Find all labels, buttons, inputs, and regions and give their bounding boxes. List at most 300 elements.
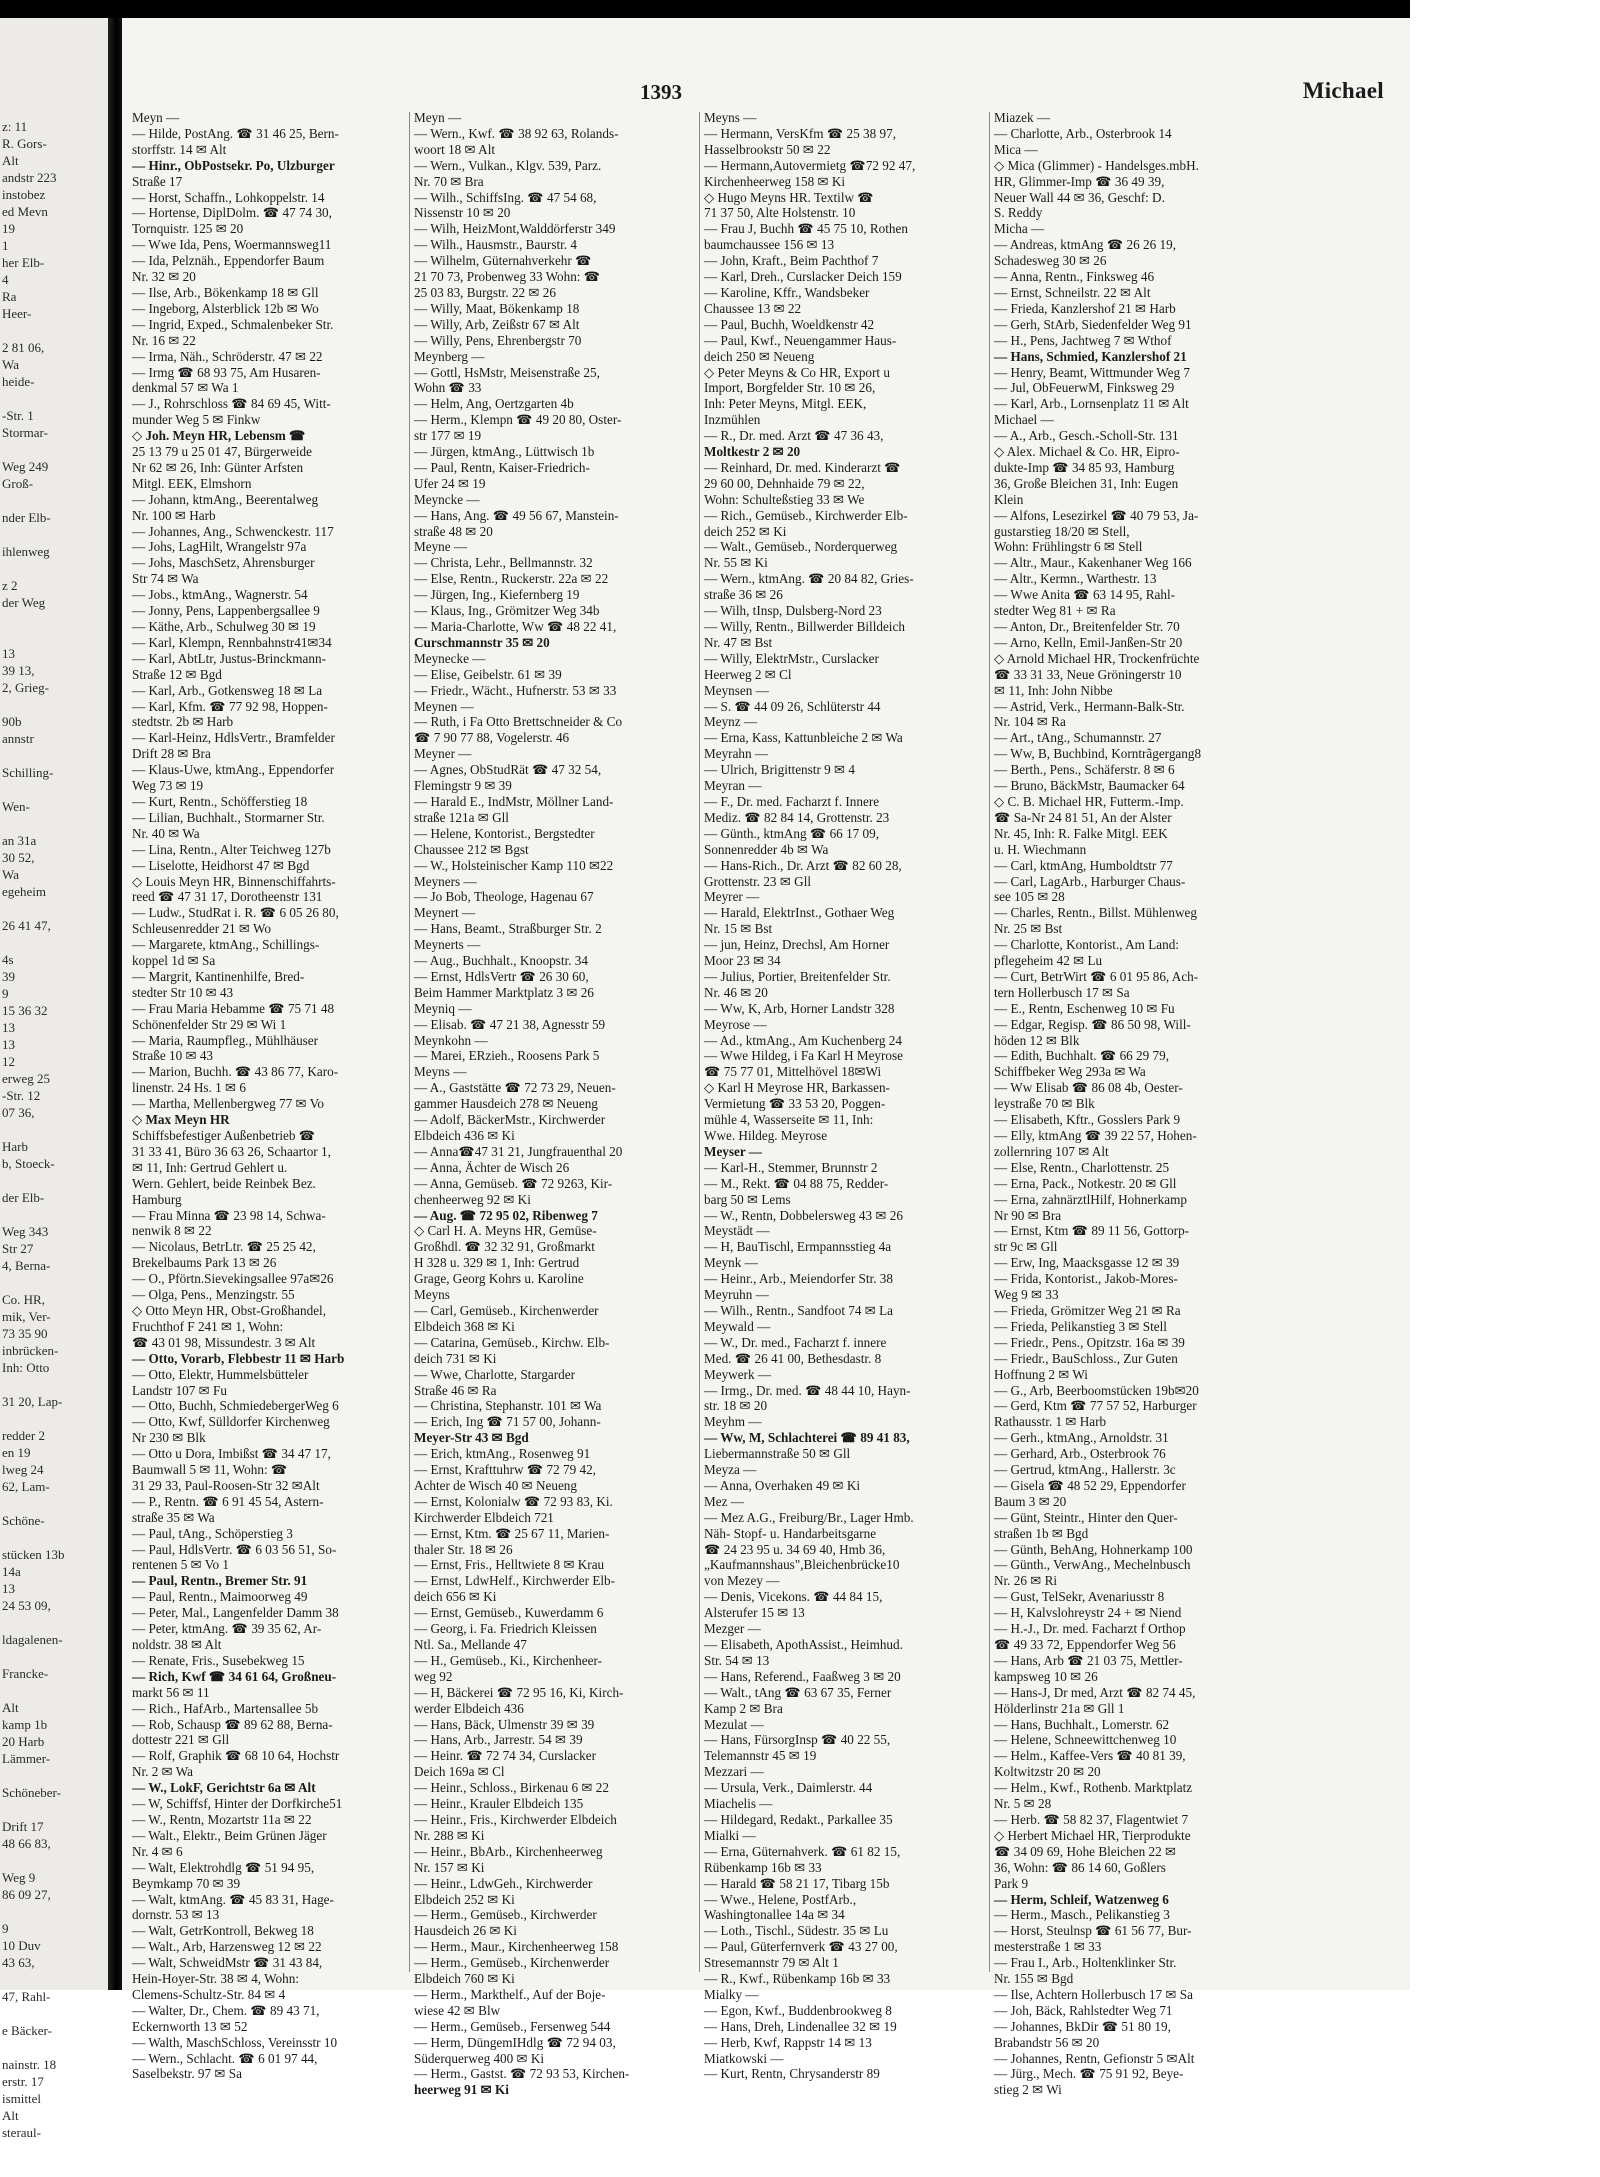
directory-entry: — Elisabeth, Kftr., Gosslers Park 9 bbox=[994, 1112, 1181, 1128]
left-fragment-line: ldagalenen- bbox=[2, 1632, 63, 1647]
directory-entry: — Aug. ☎ 72 95 02, Ribenweg 7 bbox=[414, 1207, 598, 1223]
directory-entry: — Ww, K, Arb, Horner Landstr 328 bbox=[704, 1000, 895, 1016]
directory-entry: — W., Rentn, Mozartstr 11a ✉ 22 bbox=[132, 1811, 312, 1827]
directory-entry: — W., Holsteinischer Kamp 110 ✉22 bbox=[414, 857, 614, 873]
directory-entry: — Erna, Kass, Kattunbleiche 2 ✉ Wa bbox=[704, 730, 903, 746]
directory-entry: — Loth., Tischl., Südestr. 35 ✉ Lu bbox=[704, 1923, 889, 1939]
left-fragment-line: 10 Duv bbox=[2, 1938, 41, 1953]
directory-entry: Sonnenredder 4b ✉ Wa bbox=[704, 841, 829, 857]
directory-entry: — Arno, Kelln, Emil-Janßen-Str 20 bbox=[994, 634, 1183, 650]
directory-entry: — Helm., Kaffee-Vers ☎ 40 81 39, bbox=[994, 1748, 1186, 1764]
directory-entry: Wohn: Frühlingstr 6 ✉ Stell bbox=[994, 539, 1143, 555]
left-fragment-line: 26 41 47, bbox=[2, 918, 51, 933]
directory-entry: — Lina, Rentn., Alter Teichweg 127b bbox=[132, 841, 331, 857]
left-fragment-line: b, Stoeck- bbox=[2, 1156, 55, 1171]
directory-entry: — Ida, Pelznäh., Eppendorfer Baum bbox=[132, 253, 325, 269]
directory-entry: munder Weg 5 ✉ Finkw bbox=[132, 412, 261, 428]
directory-entry: — Karl, Arb., Gotkensweg 18 ✉ La bbox=[132, 682, 323, 698]
directory-entry: — Herm., Gastst. ☎ 72 93 53, Kirchen- bbox=[414, 2066, 630, 2082]
directory-entry: — Herm., Gemüseb., Kirchenwerder bbox=[414, 1955, 610, 1971]
directory-entry: — H., Pens, Jachtweg 7 ✉ Wthof bbox=[994, 332, 1172, 348]
directory-entry: — Helene, Kontorist., Bergstedter bbox=[414, 825, 595, 841]
directory-entry: ☎ Sa-Nr 24 81 51, An der Alster bbox=[994, 809, 1172, 825]
directory-entry: — Rolf, Graphik ☎ 68 10 64, Hochstr bbox=[132, 1748, 340, 1764]
directory-entry: „Kaufmannshaus",Bleichenbrücke10 bbox=[704, 1557, 900, 1573]
directory-entry: — Reinhard, Dr. med. Kinderarzt ☎ bbox=[704, 459, 901, 475]
directory-entry: Washingtonallee 14a ✉ 34 bbox=[704, 1907, 845, 1923]
left-fragment-line bbox=[2, 1903, 106, 1920]
directory-entry: — Maria, Raumpfleg., Mühlhäuser bbox=[132, 1032, 319, 1048]
directory-entry: — Erich, ktmAng., Rosenweg 91 bbox=[414, 1446, 591, 1462]
directory-entry: Meynberg — bbox=[414, 348, 485, 364]
directory-entry: Import, Borgfelder Str. 10 ✉ 26, bbox=[704, 380, 876, 396]
directory-entry: — Willy, Pens, Ehrenbergstr 70 bbox=[414, 332, 582, 348]
left-fragment-line: 07 36, bbox=[2, 1105, 35, 1120]
left-fragment-line bbox=[2, 1274, 106, 1291]
directory-entry: — Herm., Masch., Pelikanstieg 3 bbox=[994, 1907, 1170, 1923]
directory-entry: Elbdeich 760 ✉ Ki bbox=[414, 1971, 515, 1987]
directory-entry: — Christa, Lehr., Bellmannstr. 32 bbox=[414, 555, 593, 571]
directory-entry: Schönenfelder Str 29 ✉ Wi 1 bbox=[132, 1016, 287, 1032]
directory-entry: Kirchwerder Elbdeich 721 bbox=[414, 1509, 554, 1525]
directory-entry: — Margrit, Kantinenhilfe, Bred- bbox=[132, 968, 305, 984]
directory-entry: Nr. 15 ✉ Bst bbox=[704, 921, 773, 937]
directory-entry: Brekelbaums Park 13 ✉ 26 bbox=[132, 1255, 277, 1271]
directory-entry: — Gerh, StArb, Siedenfelder Weg 91 bbox=[994, 316, 1192, 332]
directory-entry: — Heinr., Fris., Kirchwerder Elbdeich bbox=[414, 1811, 617, 1827]
directory-entry: — Rich., HafArb., Martensallee 5b bbox=[132, 1700, 319, 1716]
directory-entry: ☎ 75 77 01, Mittelhövel 18✉Wi bbox=[704, 1064, 882, 1080]
directory-entry: Klein bbox=[994, 491, 1024, 507]
directory-entry: von Mezey — bbox=[704, 1573, 780, 1589]
directory-entry: — Karl, AbtLtr, Justus-Brinckmann- bbox=[132, 650, 326, 666]
directory-entry: linenstr. 24 Hs. 1 ✉ 6 bbox=[132, 1080, 246, 1096]
directory-entry: — Ww Elisab ☎ 86 08 4b, Oester- bbox=[994, 1080, 1183, 1096]
directory-entry: ☎ 33 31 33, Neue Gröningerstr 10 bbox=[994, 666, 1182, 682]
directory-entry: — Nicolaus, BetrLtr. ☎ 25 25 42, bbox=[132, 1239, 316, 1255]
directory-entry: — Wilh., Rentn., Sandfoot 74 ✉ La bbox=[704, 1302, 894, 1318]
directory-entry: — Kurt, Rentn., Schöfferstieg 18 bbox=[132, 793, 308, 809]
directory-entry: Meynert — bbox=[414, 905, 476, 921]
directory-entry: Meyrer — bbox=[704, 889, 760, 905]
directory-entry: — Hinr., ObPostsekr. Po, Ulzburger bbox=[132, 157, 335, 173]
directory-entry: — Walter, Dr., Chem. ☎ 89 43 71, bbox=[132, 2002, 320, 2018]
directory-entry: ☎ 24 23 95 u. 34 69 40, Hmb 36, bbox=[704, 1541, 886, 1557]
directory-entry: Hoffnung 2 ✉ Wi bbox=[994, 1366, 1088, 1382]
directory-entry: — Elly, ktmAng ☎ 39 22 57, Hohen- bbox=[994, 1128, 1197, 1143]
left-fragment-line bbox=[2, 1648, 106, 1665]
directory-entry: Curschmannstr 35 ✉ 20 bbox=[414, 634, 550, 650]
left-fragment-line bbox=[2, 1376, 106, 1393]
directory-entry: — Ulrich, Brigittenstr 9 ✉ 4 bbox=[704, 762, 855, 778]
directory-entry: — Gertrud, ktmAng., Hallerstr. 3c bbox=[994, 1462, 1176, 1478]
directory-entry: — Lilian, Buchhalt., Stormarner Str. bbox=[132, 809, 325, 825]
directory-entry: Ufer 24 ✉ 19 bbox=[414, 475, 486, 491]
directory-entry: — Olga, Pens., Menzingstr. 55 bbox=[132, 1287, 295, 1303]
directory-entry: Weg 73 ✉ 19 bbox=[132, 778, 204, 794]
left-fragment-line: andstr 223 bbox=[2, 170, 57, 185]
directory-entry: — Walth, MaschSchloss, Vereinsstr 10 bbox=[132, 2034, 338, 2050]
directory-entry: — H, Bäckerei ☎ 72 95 16, Ki, Kirch- bbox=[414, 1684, 624, 1700]
directory-entry: — Hans-J, Dr med, Arzt ☎ 82 74 45, bbox=[994, 1684, 1196, 1700]
directory-entry: u. H. Wiechmann bbox=[994, 841, 1087, 857]
directory-entry: — Walt, SchweidMstr ☎ 31 43 84, bbox=[132, 1955, 323, 1971]
left-fragment-line: der Weg bbox=[2, 595, 46, 610]
directory-entry: Nr. 288 ✉ Ki bbox=[414, 1827, 485, 1843]
directory-entry: — Paul, Güterfernverk ☎ 43 27 00, bbox=[704, 1939, 898, 1955]
directory-entry: markt 56 ✉ 11 bbox=[132, 1684, 210, 1700]
left-fragment-line: 20 Harb bbox=[2, 1734, 45, 1749]
left-fragment-line bbox=[2, 815, 106, 832]
directory-entry: — Walt., Arb, Harzensweg 12 ✉ 22 bbox=[132, 1939, 322, 1955]
directory-entry: Nr. 2 ✉ Wa bbox=[132, 1764, 194, 1780]
directory-entry: Hein-Hoyer-Str. 38 ✉ 4, Wohn: bbox=[132, 1971, 299, 1987]
directory-entry: Meyns bbox=[414, 1287, 450, 1303]
directory-entry: — Berth., Pens., Schäferstr. 8 ✉ 6 bbox=[994, 762, 1175, 778]
directory-entry: stieg 2 ✉ Wi bbox=[994, 2082, 1062, 2098]
directory-entry: — Herm., Markthelf., Auf der Boje- bbox=[414, 1986, 606, 2002]
directory-entry: — Klaus-Uwe, ktmAng., Eppendorfer bbox=[132, 762, 335, 778]
directory-entry: Nr 90 ✉ Bra bbox=[994, 1207, 1062, 1223]
directory-entry: Meyrahn — bbox=[704, 746, 769, 762]
directory-entry: Wern. Gehlert, beide Reinbek Bez. bbox=[132, 1175, 316, 1191]
directory-entry: — Marion, Buchh. ☎ 43 86 77, Karo- bbox=[132, 1064, 339, 1080]
directory-entry: Meynen — bbox=[414, 698, 474, 714]
directory-entry: nenwik 8 ✉ 22 bbox=[132, 1223, 212, 1239]
left-fragment-line: Wa bbox=[2, 867, 19, 882]
directory-entry: — Liselotte, Heidhorst 47 ✉ Bgd bbox=[132, 857, 310, 873]
left-fragment-line: 4s bbox=[2, 952, 14, 967]
directory-entry: Meyn — bbox=[414, 110, 462, 125]
directory-entry: ◇ Otto Meyn HR, Obst-Großhandel, bbox=[132, 1302, 327, 1318]
directory-entry: Mezulat — bbox=[704, 1716, 764, 1732]
directory-entry: — Harald ☎ 58 21 17, Tibarg 15b bbox=[704, 1875, 890, 1891]
directory-entry: — Hans, Bäck, Ulmenstr 39 ✉ 39 bbox=[414, 1716, 595, 1732]
directory-entry: — Erna, Güternahverk. ☎ 61 82 15, bbox=[704, 1843, 901, 1859]
directory-entry: — Anna, Rentn., Finksweg 46 bbox=[994, 269, 1155, 285]
directory-entry: — Margarete, ktmAng., Schillings- bbox=[132, 937, 320, 953]
directory-entry: Meyser — bbox=[704, 1143, 762, 1159]
directory-entry: — Kurt, Rentn, Chrysanderstr 89 bbox=[704, 2066, 880, 2082]
column-rule bbox=[409, 112, 410, 1972]
directory-entry: Hamburg bbox=[132, 1191, 182, 1207]
directory-entry: rentenen 5 ✉ Vo 1 bbox=[132, 1557, 229, 1573]
directory-entry: Straße 12 ✉ Bgd bbox=[132, 666, 222, 682]
directory-entry: Rübenkamp 16b ✉ 33 bbox=[704, 1859, 822, 1875]
left-fragment-line: her Elb- bbox=[2, 255, 45, 270]
directory-entry: — Charlotte, Arb., Osterbrook 14 bbox=[994, 125, 1172, 141]
directory-entry: — Klaus, Ing., Grömitzer Weg 34b bbox=[414, 603, 600, 619]
left-fragment-line: e Bäcker- bbox=[2, 2023, 52, 2038]
directory-entry: baumchaussee 156 ✉ 13 bbox=[704, 237, 835, 253]
directory-entry: — Martha, Mellenbergweg 77 ✉ Vo bbox=[132, 1096, 324, 1112]
directory-entry: — Heinr., Schloss., Birkenau 6 ✉ 22 bbox=[414, 1780, 609, 1796]
left-fragment-line bbox=[2, 1852, 106, 1869]
directory-entry: 29 60 00, Dehnhaide 79 ✉ 22, bbox=[704, 475, 865, 491]
directory-entry: Heerweg 2 ✉ Cl bbox=[704, 666, 792, 682]
directory-entry: — Maria-Charlotte, Ww ☎ 48 22 41, bbox=[414, 619, 617, 634]
directory-entry: — Wern., Schlacht. ☎ 6 01 97 44, bbox=[132, 2050, 318, 2066]
directory-entry: Wohn ☎ 33 bbox=[414, 380, 482, 396]
left-fragment-line: instobez bbox=[2, 187, 46, 202]
directory-entry: — Herb. ☎ 58 82 37, Flagentwiet 7 bbox=[994, 1811, 1189, 1827]
directory-entry: — Hans, Arb., Jarrestr. 54 ✉ 39 bbox=[414, 1732, 583, 1748]
left-fragment-line bbox=[2, 781, 106, 798]
directory-entry: — Herm., Gemüseb., Kirchwerder bbox=[414, 1907, 597, 1923]
directory-entry: woort 18 ✉ Alt bbox=[414, 141, 496, 157]
left-fragment-line: -Str. 1 bbox=[2, 408, 34, 423]
directory-entry: — Otto, Buchh, SchmiedebergerWeg 6 bbox=[132, 1398, 339, 1414]
directory-entry: deich 731 ✉ Ki bbox=[414, 1350, 497, 1366]
directory-entry: — Willy, Arb, Zeißstr 67 ✉ Alt bbox=[414, 316, 580, 332]
directory-entry: — Marei, ERzieh., Roosens Park 5 bbox=[414, 1048, 600, 1064]
directory-entry: Meyner — bbox=[414, 746, 472, 762]
directory-entry: Nr. 32 ✉ 20 bbox=[132, 269, 196, 285]
directory-entry: ◇ Joh. Meyn HR, Lebensm ☎ bbox=[132, 428, 306, 444]
directory-entry: — F., Dr. med. Facharzt f. Innere bbox=[704, 793, 880, 809]
left-fragment-line: Stormar- bbox=[2, 425, 48, 440]
directory-entry: — W, Schiffsf, Hinter der Dorfkirche51 bbox=[132, 1796, 343, 1812]
directory-entry: Weg 9 ✉ 33 bbox=[994, 1287, 1059, 1303]
directory-entry: Meyhm — bbox=[704, 1414, 762, 1430]
left-fragment-line: ed Mevn bbox=[2, 204, 48, 219]
directory-entry: Mediz. ☎ 82 84 14, Grottenstr. 23 bbox=[704, 809, 890, 825]
directory-entry: Vermietung ☎ 33 53 20, Poggen- bbox=[704, 1096, 886, 1112]
directory-entry: — Paul, tAng., Schöperstieg 3 bbox=[132, 1525, 293, 1541]
directory-entry: — Frida, Kontorist., Jakob-Mores- bbox=[994, 1271, 1178, 1287]
directory-entry: Nr. 155 ✉ Bgd bbox=[994, 1971, 1074, 1987]
directory-entry: 36, Wohn: ☎ 86 14 60, Goßlers bbox=[994, 1859, 1166, 1875]
directory-entry: Nr. 157 ✉ Ki bbox=[414, 1859, 485, 1875]
left-fragment-line: Wa bbox=[2, 357, 19, 372]
left-fragment-line: kamp 1b bbox=[2, 1717, 48, 1732]
directory-entry: — Wern., ktmAng. ☎ 20 84 82, Gries- bbox=[704, 571, 914, 587]
left-fragment-line: 13 bbox=[2, 1581, 15, 1596]
directory-entry: — Willy, Rentn., Billwerder Billdeich bbox=[704, 619, 905, 634]
directory-entry: Straße 10 ✉ 43 bbox=[132, 1048, 214, 1064]
directory-entry: — Herm, DüngemIHdlg ☎ 72 94 03, bbox=[414, 2034, 616, 2050]
directory-entry: straße 35 ✉ Wa bbox=[132, 1509, 215, 1525]
directory-entry: deich 656 ✉ Ki bbox=[414, 1589, 497, 1605]
directory-entry: — Herm., Maur., Kirchenheerweg 158 bbox=[414, 1939, 619, 1955]
directory-entry: ✉ 11, Inh: John Nibbe bbox=[994, 682, 1113, 698]
directory-entry: — Catarina, Gemüseb., Kirchw. Elb- bbox=[414, 1334, 610, 1350]
directory-entry: Nr. 40 ✉ Wa bbox=[132, 825, 200, 841]
directory-entry: — Ernst, LdwHelf., Kirchwerder Elb- bbox=[414, 1573, 616, 1589]
directory-entry: ☎ 43 01 98, Missundestr. 3 ✉ Alt bbox=[132, 1334, 316, 1350]
left-fragment-line: nainstr. 18 bbox=[2, 2057, 57, 2072]
directory-entry: ◇ Peter Meyns & Co HR, Export u bbox=[704, 364, 890, 380]
directory-entry: — Hortense, DiplDolm. ☎ 47 74 30, bbox=[132, 205, 332, 221]
directory-entry: — Carl, Gemüseb., Kirchenwerder bbox=[414, 1302, 599, 1318]
directory-entry: — Hans, Dreh, Lindenallee 32 ✉ 19 bbox=[704, 2018, 897, 2034]
directory-entry: stedtstr. 2b ✉ Harb bbox=[132, 714, 234, 730]
directory-entry: — Helm, Ang, Oertzgarten 4b bbox=[414, 396, 574, 412]
directory-entry: — Gisela ☎ 48 52 29, Eppendorfer bbox=[994, 1477, 1186, 1493]
directory-entry: ◇ Arnold Michael HR, Trockenfrüchte bbox=[994, 650, 1200, 666]
directory-entry: Näh- Stopf- u. Handarbeitsgarne bbox=[704, 1525, 877, 1541]
directory-entry: ◇ Hugo Meyns HR. Textilw ☎ bbox=[704, 189, 874, 205]
left-fragment-line: 90b bbox=[2, 714, 22, 729]
directory-entry: — Ernst, Schneilstr. 22 ✉ Alt bbox=[994, 284, 1151, 300]
left-fragment-line bbox=[2, 1614, 106, 1631]
directory-entry: ◇ Mica (Glimmer) - Handelsges.mbH. bbox=[994, 157, 1199, 173]
directory-entry: Mez — bbox=[704, 1493, 744, 1509]
directory-entry: HR, Glimmer-Imp ☎ 36 49 39, bbox=[994, 173, 1165, 189]
directory-entry: — Hans, Beamt., Straßburger Str. 2 bbox=[414, 921, 602, 937]
directory-column-4 bbox=[994, 110, 1284, 2098]
left-fragment-line bbox=[2, 1801, 106, 1818]
left-fragment-line bbox=[2, 441, 106, 458]
directory-entry: — Altr., Kermn., Warthestr. 13 bbox=[994, 571, 1157, 587]
left-fragment-line: mik, Ver- bbox=[2, 1309, 51, 1324]
left-fragment-line: 39 13, bbox=[2, 663, 35, 678]
directory-entry: — Ernst, Krafttuhrw ☎ 72 79 42, bbox=[414, 1462, 596, 1478]
directory-entry: Miatkowski — bbox=[704, 2050, 784, 2066]
directory-entry: — Ilse, Arb., Bökenkamp 18 ✉ Gll bbox=[132, 284, 319, 300]
directory-entry: — Johs, MaschSetz, Ahrensburger bbox=[132, 555, 315, 571]
directory-entry: — Herm., Gemüseb., Fersenweg 544 bbox=[414, 2018, 611, 2034]
directory-entry: — Carl, ktmAng, Humboldtstr 77 bbox=[994, 857, 1173, 873]
directory-entry: — Hans, Schmied, Kanzlershof 21 bbox=[994, 348, 1187, 364]
directory-entry: leystraße 70 ✉ Blk bbox=[994, 1096, 1095, 1112]
directory-entry: — Erna, zahnärztlHilf, Hohnerkamp bbox=[994, 1191, 1187, 1207]
directory-entry: Med. ☎ 26 41 00, Bethesdastr. 8 bbox=[704, 1350, 882, 1366]
directory-entry: — Johs, LagHilt, Wrangelstr 97a bbox=[132, 539, 307, 555]
directory-entry: — H, BauTischl, Ermpannsstieg 4a bbox=[704, 1239, 892, 1255]
directory-entry: — Adolf, BäckerMstr., Kirchwerder bbox=[414, 1112, 606, 1128]
directory-entry: dornstr. 53 ✉ 13 bbox=[132, 1907, 220, 1923]
left-fragment-line bbox=[2, 1121, 106, 1138]
directory-entry: — Wwe Anita ☎ 63 14 95, Rahl- bbox=[994, 587, 1176, 603]
directory-entry: Hausdeich 26 ✉ Ki bbox=[414, 1923, 517, 1939]
directory-entry: Miachelis — bbox=[704, 1796, 773, 1812]
directory-entry: chenheerweg 92 ✉ Ki bbox=[414, 1191, 531, 1207]
directory-entry: — W., Dr. med., Facharzt f. innere bbox=[704, 1334, 887, 1350]
left-fragment-line: z: 11 bbox=[2, 119, 28, 134]
book-gutter bbox=[108, 18, 122, 1990]
directory-entry: — Karoline, Kffr., Wandsbeker bbox=[704, 284, 870, 300]
left-fragment-line bbox=[2, 934, 106, 951]
directory-entry: — Ernst, Ktm. ☎ 25 67 11, Marien- bbox=[414, 1525, 610, 1541]
directory-entry: — Else, Rentn., Charlottenstr. 25 bbox=[994, 1159, 1170, 1175]
left-fragment-line bbox=[2, 696, 106, 713]
directory-entry: — Walt, GetrKontroll, Bekweg 18 bbox=[132, 1923, 314, 1939]
directory-entry: straßen 1b ✉ Bgd bbox=[994, 1525, 1089, 1541]
left-fragment-line: Francke- bbox=[2, 1666, 49, 1681]
directory-entry: S. Reddy bbox=[994, 205, 1043, 221]
left-fragment-line: 1 bbox=[2, 238, 9, 253]
directory-entry: — jun, Heinz, Drechsl, Am Horner bbox=[704, 937, 890, 953]
left-fragment-line: 13 bbox=[2, 1037, 15, 1052]
directory-entry: Elbdeich 436 ✉ Ki bbox=[414, 1128, 515, 1143]
directory-entry: — Ingrid, Exped., Schmalenbeker Str. bbox=[132, 316, 334, 332]
directory-entry: — Johannes, Ang., Schwenckestr. 117 bbox=[132, 523, 334, 539]
directory-entry: — Julius, Portier, Breitenfelder Str. bbox=[704, 968, 891, 984]
directory-entry: Drift 28 ✉ Bra bbox=[132, 746, 211, 762]
directory-entry: Meynz — bbox=[704, 714, 758, 730]
directory-entry: — Harald E., IndMstr, Möllner Land- bbox=[414, 793, 614, 809]
left-fragment-line bbox=[2, 1767, 106, 1784]
directory-entry: ◇ Max Meyn HR bbox=[132, 1112, 230, 1128]
directory-entry: — Anna, Ächter de Wisch 26 bbox=[414, 1159, 570, 1175]
directory-entry: Schiffbeker Weg 293a ✉ Wa bbox=[994, 1064, 1146, 1080]
directory-entry: — Hilde, PostAng. ☎ 31 46 25, Bern- bbox=[132, 125, 339, 141]
directory-entry: dottestr 221 ✉ Gll bbox=[132, 1732, 230, 1748]
directory-entry: — Herm., Klempn ☎ 49 20 80, Oster- bbox=[414, 412, 622, 428]
directory-entry: — Heinr. ☎ 72 74 34, Curslacker bbox=[414, 1748, 596, 1764]
directory-entry: — Rich., Gemüseb., Kirchwerder Elb- bbox=[704, 507, 908, 523]
directory-entry: — Ww, M, Schlachterei ☎ 89 41 83, bbox=[704, 1430, 910, 1446]
directory-entry: Deich 169a ✉ Cl bbox=[414, 1764, 505, 1780]
directory-entry: ✉ 11, Inh: Gertrud Gehlert u. bbox=[132, 1159, 288, 1175]
directory-entry: 25 03 83, Burgstr. 22 ✉ 26 bbox=[414, 284, 556, 300]
directory-entry: — A., Gaststätte ☎ 72 73 29, Neuen- bbox=[414, 1080, 616, 1096]
directory-entry: Meynecke — bbox=[414, 650, 486, 666]
directory-entry: ◇ C. B. Michael HR, Futterm.-Imp. bbox=[994, 793, 1184, 809]
directory-entry: — Paul, Buchh, Woeldkenstr 42 bbox=[704, 316, 875, 332]
directory-entry: Chaussee 13 ✉ 22 bbox=[704, 300, 802, 316]
directory-entry: Nr. 4 ✉ 6 bbox=[132, 1843, 183, 1859]
directory-entry: Micha — bbox=[994, 221, 1045, 237]
directory-entry: — Karl, Arb., Lornsenplatz 11 ✉ Alt bbox=[994, 396, 1189, 412]
directory-entry: — Otto u Dora, Imbißst ☎ 34 47 17, bbox=[132, 1446, 331, 1462]
directory-entry: — Ernst, Fris., Helltwiete 8 ✉ Krau bbox=[414, 1557, 605, 1573]
left-fragment-line bbox=[2, 2039, 106, 2056]
directory-entry: — Wilh., Hausmstr., Baurstr. 4 bbox=[414, 237, 577, 253]
left-fragment-line: R. Gors- bbox=[2, 136, 47, 151]
directory-entry: — Rich, Kwf ☎ 34 61 64, Großneu- bbox=[132, 1668, 337, 1684]
directory-entry: — Ernst, Gemüseb., Kuwerdamm 6 bbox=[414, 1605, 604, 1621]
left-fragment-line: Str 27 bbox=[2, 1241, 34, 1256]
directory-entry: weg 92 bbox=[414, 1668, 453, 1684]
directory-entry: ◇ Carl H. A. Meyns HR, Gemüse- bbox=[414, 1223, 597, 1239]
column-rule bbox=[699, 112, 700, 1972]
left-fragment-line: 9 bbox=[2, 986, 9, 1001]
directory-entry: — Helene, Schneewittchenweg 10 bbox=[994, 1732, 1177, 1748]
left-fragment-line bbox=[2, 322, 106, 339]
directory-entry: Alsterufer 15 ✉ 13 bbox=[704, 1605, 805, 1621]
directory-entry: 31 33 41, Büro 36 63 26, Schaartor 1, bbox=[132, 1143, 331, 1159]
directory-entry: — Hans-Rich., Dr. Arzt ☎ 82 60 28, bbox=[704, 857, 902, 873]
directory-entry: — Walt., Elektr., Beim Grünen Jäger bbox=[132, 1827, 327, 1843]
directory-entry: Hasselbrookstr 50 ✉ 22 bbox=[704, 141, 831, 157]
directory-entry: Str. 54 ✉ 13 bbox=[704, 1652, 770, 1668]
directory-entry: Nr. 55 ✉ Ki bbox=[704, 555, 768, 571]
directory-entry: — Denis, Vicekons. ☎ 44 84 15, bbox=[704, 1589, 883, 1605]
left-fragment-line: 43 63, bbox=[2, 1955, 35, 1970]
directory-entry: — Wwe Hildeg, i Fa Karl H Meyrose bbox=[704, 1048, 903, 1064]
directory-entry: — Friedr., Wächt., Hufnerstr. 53 ✉ 33 bbox=[414, 682, 617, 698]
directory-entry: Meyne — bbox=[414, 539, 468, 555]
left-fragment-line: an 31a bbox=[2, 833, 37, 848]
directory-entry: — Wwe, Charlotte, Stargarder bbox=[414, 1366, 576, 1382]
left-fragment-line: Schöne- bbox=[2, 1513, 45, 1528]
directory-entry: werder Elbdeich 436 bbox=[414, 1700, 524, 1716]
directory-entry: — Frieda, Kanzlershof 21 ✉ Harb bbox=[994, 300, 1176, 316]
directory-entry: — Aug., Buchhalt., Knoopstr. 34 bbox=[414, 953, 588, 969]
left-fragment-line bbox=[2, 560, 106, 577]
left-fragment-line: 48 66 83, bbox=[2, 1836, 51, 1851]
left-fragment-line: 86 09 27, bbox=[2, 1887, 51, 1902]
directory-entry: reed ☎ 47 31 17, Dorotheenstr 131 bbox=[132, 889, 323, 905]
left-fragment-line: annstr bbox=[2, 731, 34, 746]
directory-entry: — Erich, Ing ☎ 71 57 00, Johann- bbox=[414, 1414, 601, 1430]
directory-entry: tern Hollerbusch 17 ✉ Sa bbox=[994, 984, 1130, 1000]
directory-entry: — Edith, Buchhalt. ☎ 66 29 79, bbox=[994, 1048, 1170, 1064]
directory-entry: Neuer Wall 44 ✉ 36, Geschf: D. bbox=[994, 189, 1165, 205]
directory-entry: pflegeheim 42 ✉ Lu bbox=[994, 953, 1103, 969]
